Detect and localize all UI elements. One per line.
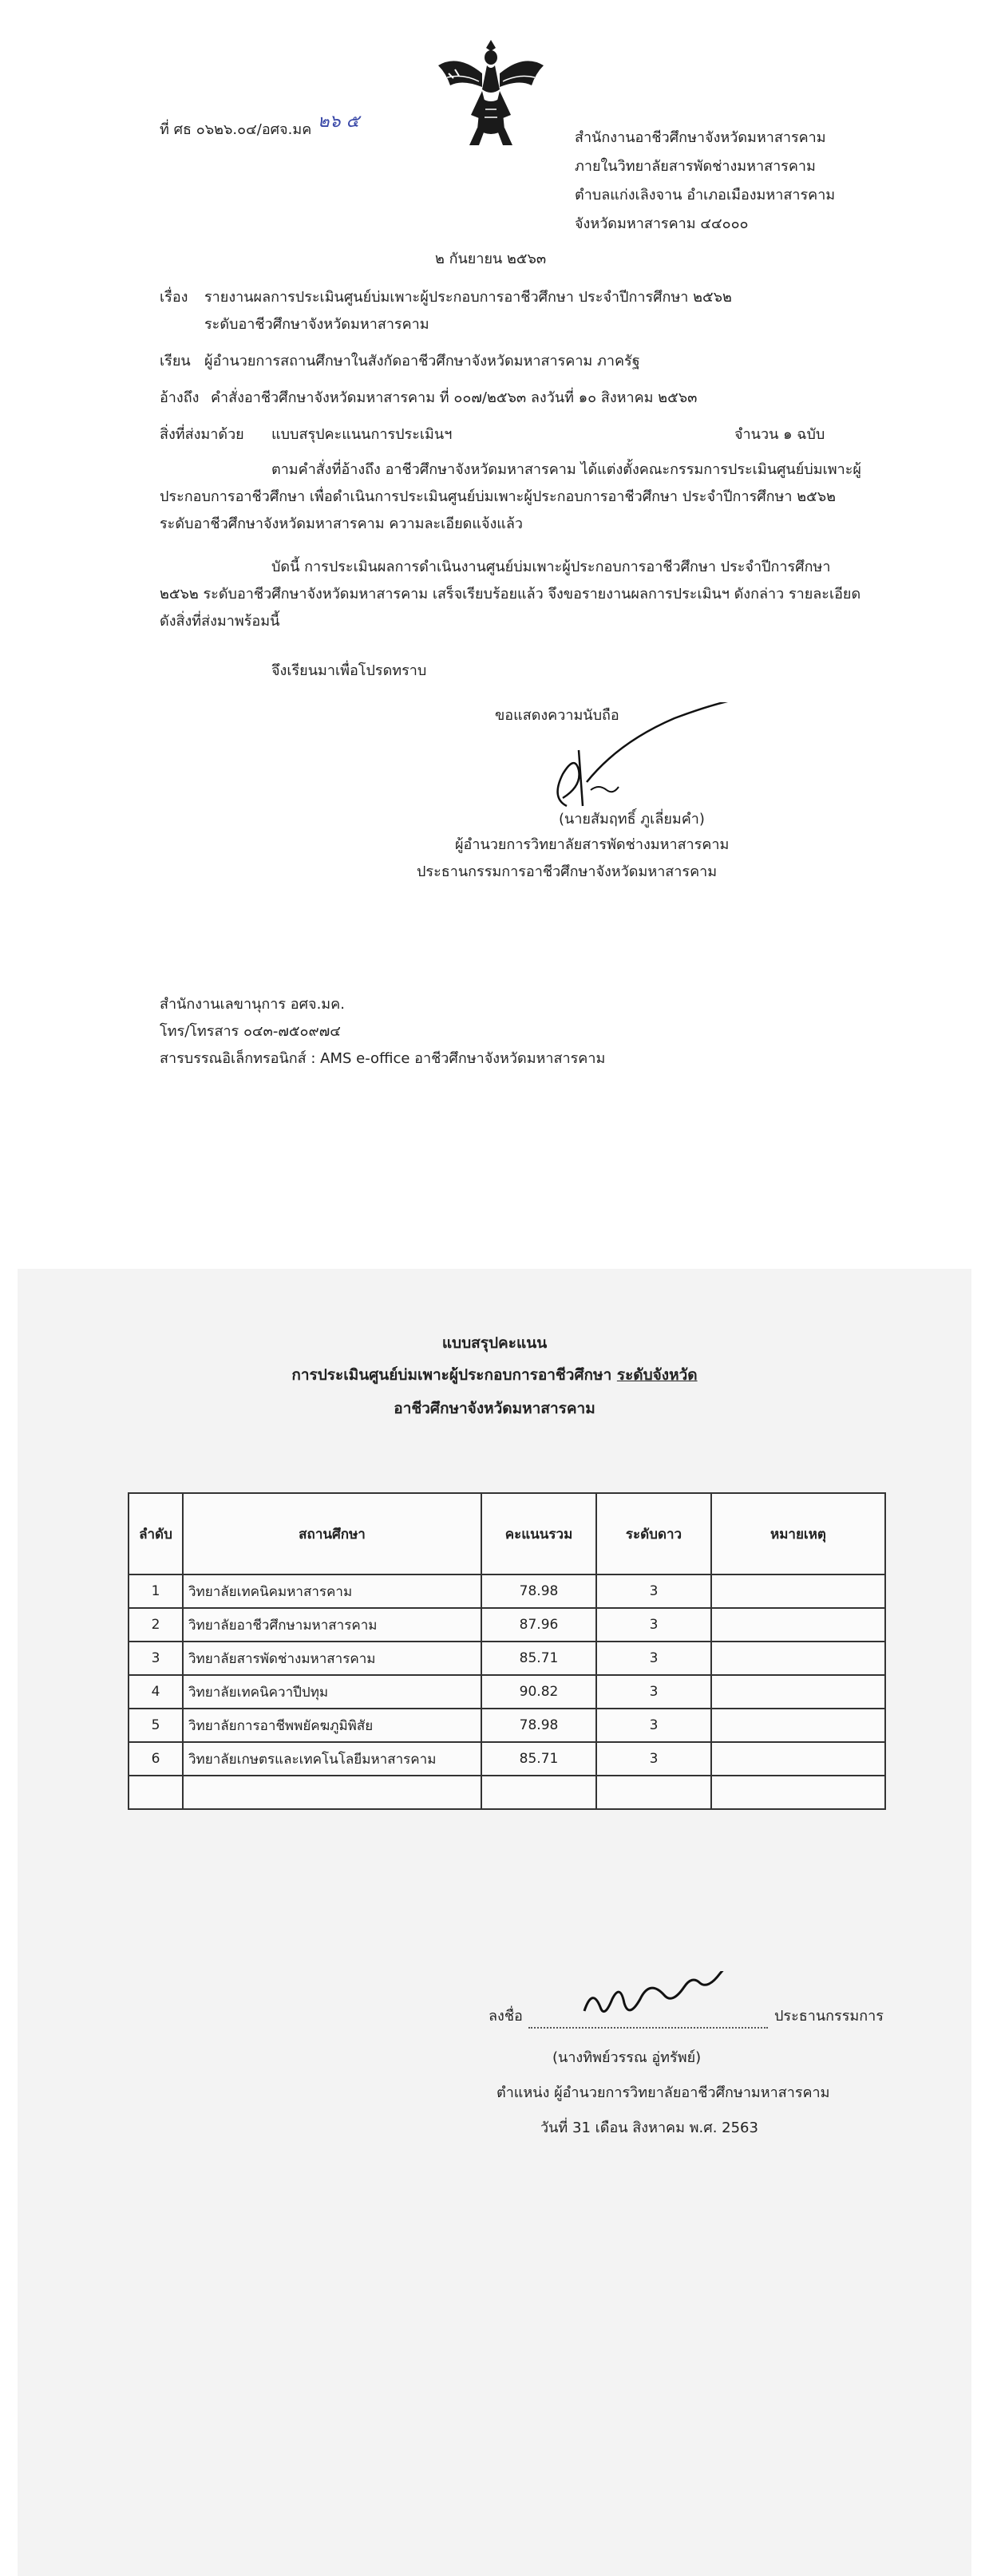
reference-text: คำสั่งอาชีวศึกษาจังหวัดมหาสารคาม ที่ ๐๐๗/๒๕๖๓ ลงวันที่ ๑๐ สิงหาคม ๒๕๖๓ xyxy=(211,389,698,406)
row-score: 85.71 xyxy=(481,1642,596,1675)
row-stars: 3 xyxy=(596,1642,711,1675)
row-stars: 3 xyxy=(596,1675,711,1709)
row-institution: วิทยาลัยเทคนิคมหาสารคาม xyxy=(183,1574,481,1608)
header-total-score: คะแนนรวม xyxy=(481,1493,596,1574)
subject-line-1: รายงานผลการประเมินศูนย์บ่มเพาะผู้ประกอบการอาชีวศึกษา ประจำปีการศึกษา ๒๕๖๒ xyxy=(204,289,732,306)
body-paragraph-1: ตามคำสั่งที่อ้างถึง อาชีวศึกษาจังหวัดมหาสารคาม ได้แต่งตั้งคณะกรรมการประเมินศูนย์บ่มเพาะผู้ประกอบการอาชีวศึกษา เพื่อดำเนินการประเมินศูนย์บ่มเพาะผู้ประกอบการอาชีวศึกษา ประจำปีการศึกษา ๒๕๖๒ ระดับอาชีวศึกษาจังหวัดมหาสารคาม ความละเอียดแจ้งแล้ว xyxy=(160,461,861,532)
table-row-empty xyxy=(129,1776,885,1809)
row-institution: วิทยาลัยการอาชีพพยัคฆภูมิพิสัย xyxy=(183,1709,481,1742)
handwritten-reference: ๒๖ ๕ xyxy=(318,112,360,132)
body-paragraph-2: บัดนี้ การประเมินผลการดำเนินงานศูนย์บ่มเพาะผู้ประกอบการอาชีวศึกษา ประจำปีการศึกษา ๒๕๖๒ ระดับอาชีวศึกษาจังหวัดมหาสารคาม เสร็จเรียบร้อยแล้ว จึงขอรายงานผลการประเมินฯ ดังกล่าว รายละเอียดดังสิ่งที่ส่งมาพร้อมนี้ xyxy=(160,559,861,630)
row-score: 85.71 xyxy=(481,1742,596,1776)
org-line-1: สำนักงานอาชีวศึกษาจังหวัดมหาสารคาม xyxy=(575,129,826,146)
table-row xyxy=(129,1642,885,1675)
row-order: 3 xyxy=(129,1642,183,1675)
reference-number: ที่ ศธ ๐๖๒๖.๐๔/อศจ.มค xyxy=(160,121,312,138)
row-institution: วิทยาลัยอาชีวศึกษามหาสารคาม xyxy=(183,1608,481,1642)
sign-role: ประธานกรรมการ xyxy=(774,2008,884,2025)
closing-text: จึงเรียนมาเพื่อโปรดทราบ xyxy=(271,662,427,679)
org-line-3: ตำบลแก่งเลิงจาน อำเภอเมืองมหาสารคาม xyxy=(575,187,836,203)
row-note xyxy=(711,1608,885,1642)
official-letter-page xyxy=(0,0,989,1229)
org-line-4: จังหวัดมหาสารคาม ๔๔๐๐๐ xyxy=(575,215,749,232)
score-summary-page xyxy=(18,1269,971,2576)
subject-line-2: ระดับอาชีวศึกษาจังหวัดมหาสารคาม xyxy=(204,316,429,333)
garuda-emblem xyxy=(431,34,551,153)
header-order: ลำดับ xyxy=(129,1493,183,1574)
header-institution: สถานศึกษา xyxy=(183,1493,481,1574)
summary-subtitle xyxy=(18,1363,971,1387)
row-order: 1 xyxy=(129,1574,183,1608)
sign-date: วันที่ 31 เดือน สิงหาคม พ.ศ. 2563 xyxy=(540,2120,758,2136)
table-row xyxy=(129,1709,885,1742)
score-table xyxy=(128,1492,886,1810)
to-text: ผู้อำนวยการสถานศึกษาในสังกัดอาชีวศึกษาจังหวัดมหาสารคาม ภาครัฐ xyxy=(204,353,640,369)
summary-subtitle-level: ระดับจังหวัด xyxy=(616,1366,698,1384)
row-institution: วิทยาลัยเทคนิควาปีปทุม xyxy=(183,1675,481,1709)
chairperson-position: ตำแหน่ง ผู้อำนวยการวิทยาลัยอาชีวศึกษามหาสารคาม xyxy=(496,2084,830,2101)
signer-position-1: ผู้อำนวยการวิทยาลัยสารพัดช่างมหาสารคาม xyxy=(455,836,730,853)
row-order: 4 xyxy=(129,1675,183,1709)
letter-date: ๒ กันยายน ๒๕๖๓ xyxy=(435,251,547,267)
row-note xyxy=(711,1574,885,1608)
signature-director xyxy=(535,702,742,822)
row-order: 2 xyxy=(129,1608,183,1642)
footer-phone: โทร/โทรสาร ๐๔๓-๗๕๐๙๗๔ xyxy=(160,1023,341,1040)
summary-subtitle-prefix: การประเมินศูนย์บ่มเพาะผู้ประกอบการอาชีวศึกษา xyxy=(291,1366,617,1384)
summary-title: แบบสรุปคะแนน xyxy=(441,1334,548,1352)
row-stars: 3 xyxy=(596,1742,711,1776)
row-score: 78.98 xyxy=(481,1574,596,1608)
row-note xyxy=(711,1675,885,1709)
row-stars: 3 xyxy=(596,1608,711,1642)
row-institution: วิทยาลัยสารพัดช่างมหาสารคาม xyxy=(183,1642,481,1675)
row-score: 90.82 xyxy=(481,1675,596,1709)
summary-agency: อาชีวศึกษาจังหวัดมหาสารคาม xyxy=(394,1400,595,1417)
footer-office: สำนักงานเลขานุการ อศจ.มค. xyxy=(160,996,345,1013)
table-row xyxy=(129,1675,885,1709)
row-stars: 3 xyxy=(596,1709,711,1742)
row-institution: วิทยาลัยเกษตรและเทคโนโลยีมหาสารคาม xyxy=(183,1742,481,1776)
table-header-row xyxy=(129,1493,885,1574)
footer-email: สารบรรณอิเล็กทรอนิกส์ : AMS e-office อาชีวศึกษาจังหวัดมหาสารคาม xyxy=(160,1050,606,1067)
row-note xyxy=(711,1742,885,1776)
to-label: เรียน xyxy=(160,353,191,369)
row-score: 78.98 xyxy=(481,1709,596,1742)
signer-name: (นายสัมฤทธิ์ ภูเลี่ยมคำ) xyxy=(559,811,705,828)
regards-text: ขอแสดงความนับถือ xyxy=(495,707,619,724)
table-row xyxy=(129,1608,885,1642)
org-line-2: ภายในวิทยาลัยสารพัดช่างมหาสารคาม xyxy=(575,158,816,175)
enclosure-text: แบบสรุปคะแนนการประเมินฯ xyxy=(271,426,453,443)
enclosure-label: สิ่งที่ส่งมาด้วย xyxy=(160,426,244,443)
row-note xyxy=(711,1642,885,1675)
chairperson-name: (นางทิพย์วรรณ อู่ทรัพย์) xyxy=(552,2049,702,2066)
row-note xyxy=(711,1709,885,1742)
enclosure-count: จำนวน ๑ ฉบับ xyxy=(734,426,825,443)
row-order: 6 xyxy=(129,1742,183,1776)
table-row xyxy=(129,1574,885,1608)
sign-label: ลงชื่อ xyxy=(489,2008,523,2025)
row-order: 5 xyxy=(129,1709,183,1742)
subject-label: เรื่อง xyxy=(160,289,188,306)
table-row xyxy=(129,1742,885,1776)
reference-label: อ้างถึง xyxy=(160,389,200,406)
row-stars: 3 xyxy=(596,1574,711,1608)
signature-chairperson xyxy=(576,1971,768,2027)
header-remarks: หมายเหตุ xyxy=(711,1493,885,1574)
signer-position-2: ประธานกรรมการอาชีวศึกษาจังหวัดมหาสารคาม xyxy=(417,863,718,880)
row-score: 87.96 xyxy=(481,1608,596,1642)
header-star-level: ระดับดาว xyxy=(596,1493,711,1574)
